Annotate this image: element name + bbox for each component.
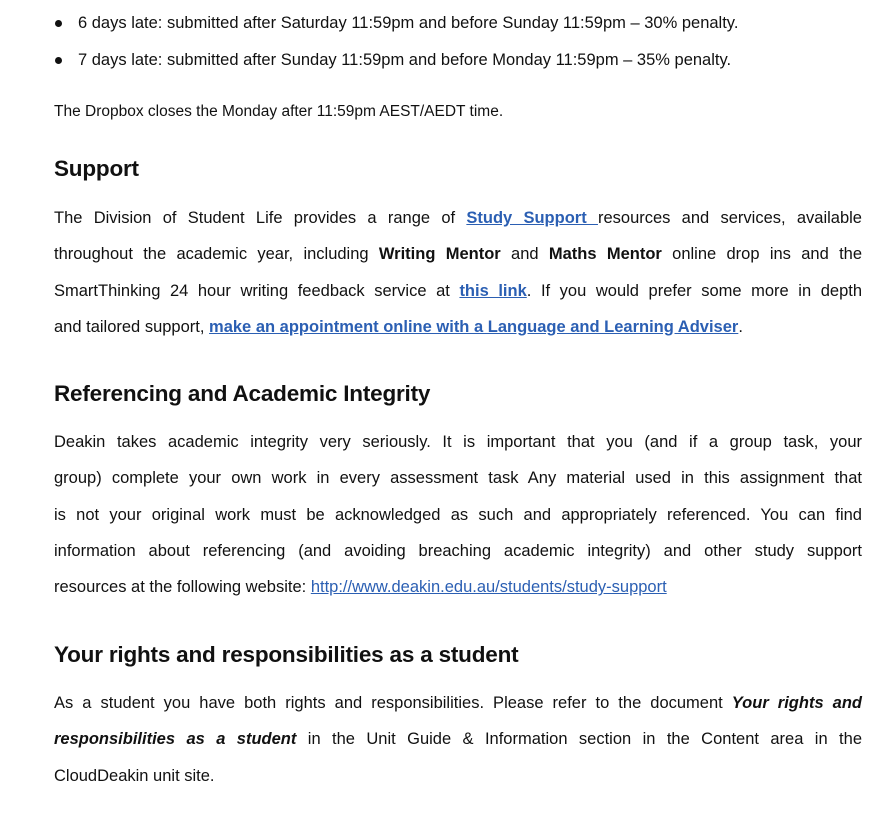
list-item (54, 42, 874, 79)
text-span: in the Unit Guide & Information section in the Content area in the (296, 730, 862, 749)
paragraph-line (54, 200, 862, 236)
paragraph-line (54, 685, 862, 721)
rights-heading: Your rights and responsibilities as a student (54, 642, 519, 667)
text-span: throughout the academic year, including (54, 245, 379, 264)
study-support-link[interactable]: Study Support (466, 209, 598, 227)
paragraph-line: is not your original work must be acknowledged as such and appropriately referenced. You can find (54, 505, 862, 524)
bullet-icon (55, 20, 62, 27)
list-item (54, 5, 874, 42)
paragraph-line: Deakin takes academic integrity very seriously. It is important that you (and if a group task, your (54, 433, 862, 451)
paragraph-line: CloudDeakin unit site. (54, 766, 215, 785)
appointment-link[interactable]: make an appointment online with a Language and Learning Adviser (209, 317, 739, 336)
text-span: . (738, 317, 743, 336)
paragraph-line: group) complete your own work in every assessment task Any material used in this assignment that (54, 469, 862, 488)
this-link[interactable]: this link (459, 281, 527, 300)
text-span: . If you would prefer some more in depth (526, 281, 863, 300)
list-item-text: 6 days late: submitted after Saturday 11:59pm and before Sunday 11:59pm – 30% penalty. (78, 14, 739, 32)
text-span: resources and services, available (597, 209, 862, 227)
support-heading: Support (54, 156, 139, 181)
rights-paragraph (54, 685, 862, 794)
list-item-text: 7 days late: submitted after Sunday 11:59pm and before Monday 11:59pm – 35% penalty. (78, 51, 732, 69)
paragraph-line (54, 273, 862, 309)
support-paragraph (54, 200, 862, 345)
study-support-url-link[interactable]: http://www.deakin.edu.au/students/study-support (310, 578, 667, 597)
text-span: The Division of Student Life provides a range of (54, 209, 467, 227)
document-title-text: Your rights and (731, 694, 862, 712)
text-span: and tailored support, (54, 317, 210, 336)
text-span: As a student you have both rights and responsibilities. Please refer to the document (54, 694, 732, 712)
integrity-paragraph (54, 424, 862, 605)
bullet-icon (55, 57, 62, 64)
writing-mentor-text: Writing Mentor (378, 245, 501, 264)
late-penalty-list (54, 5, 874, 79)
paragraph-line (54, 569, 862, 605)
document-title-text: responsibilities as a student (54, 730, 297, 749)
text-span: resources at the following website: (54, 578, 311, 597)
dropbox-note: The Dropbox closes the Monday after 11:59pm AEST/AEDT time. (54, 103, 504, 120)
text-span: SmartThinking 24 hour writing feedback service at (54, 281, 460, 300)
maths-mentor-text: Maths Mentor (548, 245, 662, 264)
paragraph-line: information about referencing (and avoiding breaching academic integrity) and other study support (54, 541, 862, 560)
text-span: online drop ins and the (661, 245, 863, 264)
paragraph-line (54, 236, 862, 272)
paragraph-line (54, 721, 862, 757)
integrity-heading: Referencing and Academic Integrity (54, 381, 431, 406)
paragraph-line (54, 309, 862, 345)
text-span: and (500, 245, 549, 264)
